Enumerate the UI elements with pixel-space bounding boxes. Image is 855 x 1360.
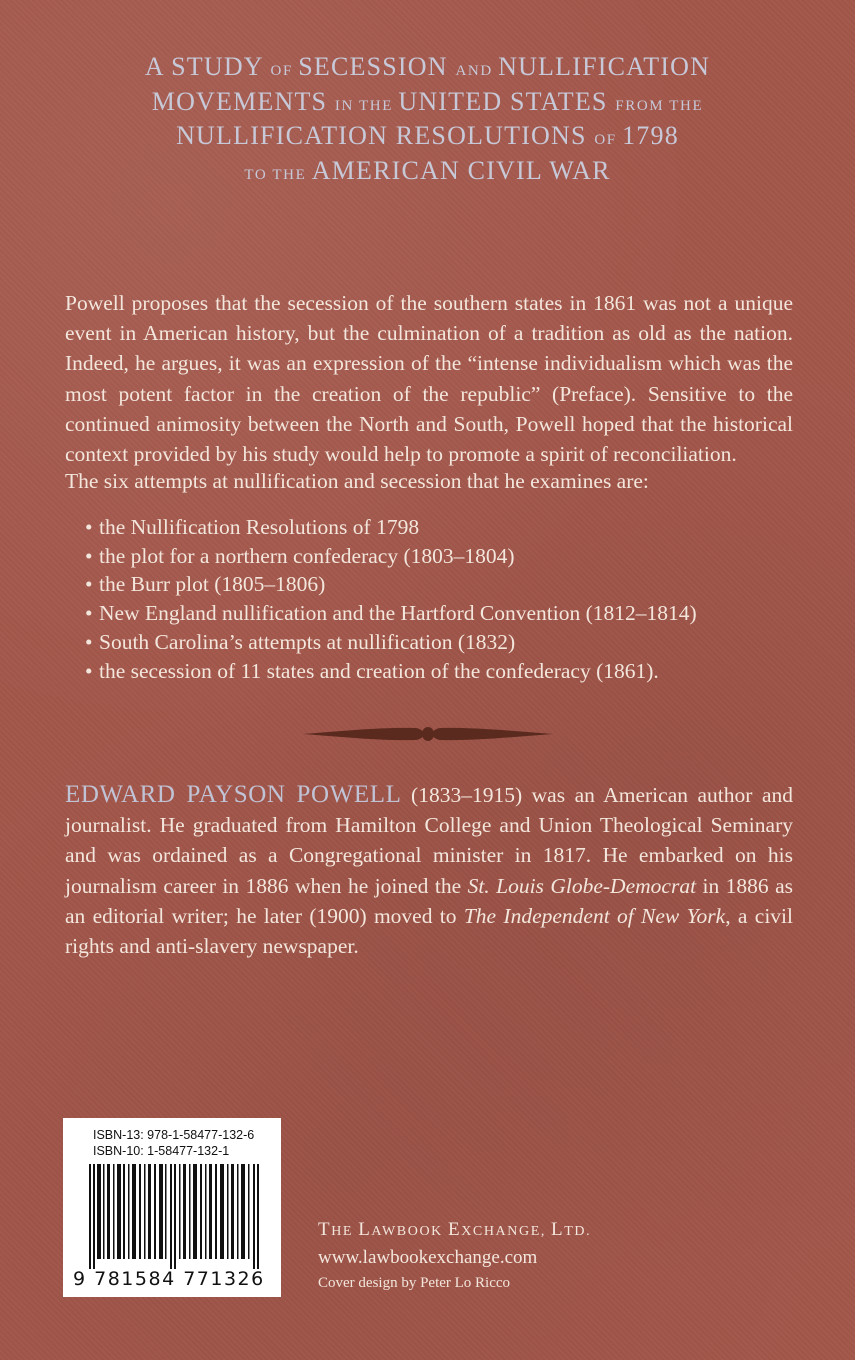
divider-ornament-icon <box>303 722 553 746</box>
list-item-text: the Nullification Resolutions of 1798 <box>99 515 420 539</box>
publisher-name-part: AWBOOK <box>371 1224 448 1239</box>
author-bio <box>65 780 793 961</box>
publisher-name-part: XCHANGE, <box>461 1224 552 1239</box>
list-item-text: South Carolina’s attempts at nullification (1832) <box>99 629 516 654</box>
list-item <box>85 542 805 571</box>
list-item-text: the secession of 11 states and creation of the confederacy (1861). <box>99 658 659 683</box>
bio-text: in 1886 as an editorial writer; he later (1900) moved to <box>65 873 794 928</box>
newspaper-title: St. Louis Globe-Democrat <box>467 873 697 898</box>
barcode-icon <box>89 1164 259 1269</box>
headline-word: 1798 <box>622 121 679 150</box>
isbn-10: ISBN-10: 1-58477-132-1 <box>93 1144 230 1158</box>
headline-word: SECESSION <box>298 52 456 81</box>
isbn-13: ISBN-13: 978-1-58477-132-6 <box>93 1128 255 1142</box>
publisher-name-part: E <box>447 1219 462 1240</box>
bullet-icon: • <box>85 543 93 568</box>
attempts-intro: The six attempts at nullification and secession that he examines are: <box>65 469 649 493</box>
publisher-name-part: TD. <box>564 1224 592 1239</box>
list-item-text: the Burr plot (1805–1806) <box>99 572 326 597</box>
bullet-icon: • <box>85 601 93 626</box>
headline-word: NULLIFICATION RESOLUTIONS <box>176 121 595 150</box>
publisher-name-part: L <box>551 1219 565 1240</box>
headline-small-caps: FROM THE <box>615 97 704 114</box>
barcode-digits: 9 781584 771326 <box>73 1268 265 1290</box>
headline-word: MOVEMENTS <box>151 86 335 116</box>
publisher-name-part: T <box>318 1219 332 1240</box>
headline-line <box>40 52 815 87</box>
publisher-name-part: HE <box>331 1224 359 1239</box>
headline <box>40 52 815 190</box>
bio-text: , a civil rights and anti-slavery newspaper. <box>65 903 793 959</box>
list-item <box>85 513 805 542</box>
newspaper-title: The Independent of New York <box>463 903 726 928</box>
headline-line <box>40 121 815 156</box>
author-name: EDWARD PAYSON POWELL <box>65 781 402 808</box>
headline-word: AMERICAN CIVIL WAR <box>311 155 611 185</box>
list-item <box>85 657 805 686</box>
publisher-info <box>318 1218 591 1295</box>
headline-line <box>40 156 815 191</box>
list-item <box>85 628 805 657</box>
headline-line <box>40 87 815 122</box>
headline-word: NULLIFICATION <box>498 52 711 81</box>
publisher-name <box>318 1218 591 1244</box>
publisher-name-part: L <box>358 1219 372 1240</box>
publisher-url: www.lawbookexchange.com <box>318 1247 538 1268</box>
bio-text: (1833–1915) was an American author and journalist. He graduated from Hamilton College and Union Theological Seminary and was ordained as a Congregational minister in 1817. He embarked on his journalism career in 1886 when he joined the <box>65 783 793 898</box>
headline-small-caps: OF <box>594 132 623 148</box>
headline-small-caps: TO THE <box>244 166 312 183</box>
attempts-list <box>85 513 805 685</box>
bullet-icon: • <box>85 629 93 654</box>
bullet-icon: • <box>85 658 93 683</box>
list-item <box>85 570 805 599</box>
cover-design-credit: Cover design by Peter Lo Ricco <box>318 1275 511 1291</box>
isbn-barcode-box <box>63 1118 281 1297</box>
headline-word: A STUDY <box>144 52 271 81</box>
bullet-icon: • <box>85 572 93 597</box>
list-item-text: the plot for a northern confederacy (1803–1804) <box>99 543 515 568</box>
description-paragraph: Powell proposes that the secession of the southern states in 1861 was not a unique event in American history, but the culmination of a tradition as old as the nation. Indeed, he argues, it was an expression of the “intense individualism which was the most potent factor in the creation of the republic” (Preface). Sensitive to the continued animosity between the North and South, Powell hoped that the historical context provided by his study would help to promote a spirit of reconciliation. <box>65 291 793 467</box>
headline-small-caps: AND <box>455 63 499 79</box>
list-item-text: New England nullification and the Hartford Convention (1812–1814) <box>99 601 697 626</box>
headline-word: UNITED STATES <box>398 86 616 116</box>
bullet-icon: • <box>85 515 93 539</box>
headline-small-caps: IN THE <box>334 97 399 114</box>
list-item <box>85 599 805 628</box>
headline-small-caps: OF <box>270 63 299 79</box>
